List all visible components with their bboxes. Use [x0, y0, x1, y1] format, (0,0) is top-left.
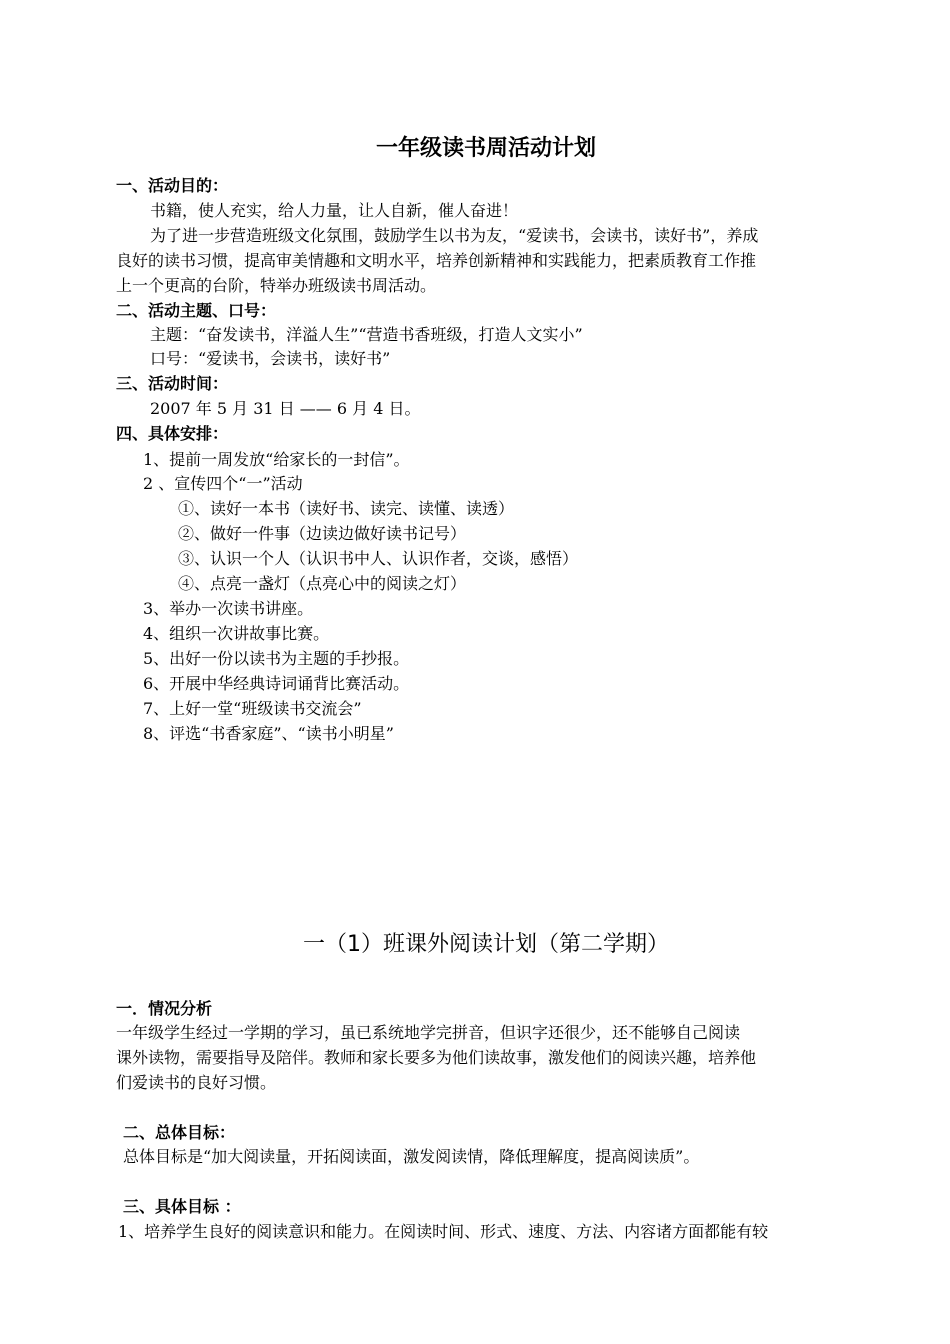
plan1-sublist-item: ②、做好一件事（边读边做好读书记号） [178, 524, 467, 543]
plan1-sublist-item: ③、认识一个人（认识书中人、认识作者，交谈，感悟） [178, 549, 579, 568]
plan1-section1-para1: 书籍，使人充实，给人力量，让人自新，催人奋进！ [150, 201, 519, 220]
plan2-section1-heading: 一．情况分析 [116, 999, 213, 1018]
plan2-section2-text: 总体目标是“加大阅读量，开拓阅读面，激发阅读情，降低理解度，提高阅读质”。 [123, 1147, 700, 1166]
plan1-title: 一年级读书周活动计划 [375, 136, 596, 161]
plan2-section3-heading: 三、具体目标 ： [123, 1197, 241, 1216]
plan1-list-item: 6、开展中华经典诗词诵背比赛活动。 [143, 674, 410, 693]
plan2-section1-line3: 们爱读书的良好习惯。 [116, 1073, 277, 1092]
plan1-section1-para2-line2: 良好的读书习惯，提高审美情趣和文明水平，培养创新精神和实践能力，把素质教育工作推 [116, 251, 757, 270]
plan1-section2-slogan: 口号：“爱读书，会读书，读好书” [150, 349, 391, 368]
plan1-list-item: 7、上好一堂“班级读书交流会” [143, 699, 362, 718]
plan1-section1-para2-line1: 为了进一步营造班级文化氛围，鼓励学生以书为友，“爱读书，会读书，读好书”，养成 [150, 226, 759, 245]
plan1-section2-heading: 二、活动主题、口号： [116, 301, 277, 320]
plan1-list-item: 4、组织一次讲故事比赛。 [143, 624, 330, 643]
plan2-section2-heading: 二、总体目标： [123, 1123, 236, 1142]
plan2-section1-line1: 一年级学生经过一学期的学习，虽已系统地学完拼音，但识字还很少，还不能够自己阅读 [116, 1023, 741, 1042]
plan2-section1-line2: 课外读物，需要指导及陪伴。教师和家长要多为他们读故事，激发他们的阅读兴趣，培养他 [116, 1048, 757, 1067]
plan1-list-item: 5、出好一份以读书为主题的手抄报。 [143, 649, 410, 668]
plan1-sublist-item: ①、读好一本书（读好书、读完、读懂、读透） [178, 499, 515, 518]
plan1-list-item: 8、评选“书香家庭”、“读书小明星” [143, 724, 394, 743]
plan1-sublist-item: ④、点亮一盏灯（点亮心中的阅读之灯） [178, 574, 467, 593]
plan1-section2-theme: 主题：“奋发读书，洋溢人生”“营造书香班级，打造人文实小” [150, 325, 583, 344]
plan1-list-item: 3、举办一次读书讲座。 [143, 599, 314, 618]
plan1-list-item: 2 、宣传四个“一”活动 [143, 474, 303, 493]
plan1-section1-heading: 一、活动目的： [116, 176, 229, 195]
plan1-list-item: 1、提前一周发放“给家长的一封信”。 [143, 450, 410, 469]
plan1-section3-heading: 三、活动时间： [116, 374, 229, 393]
plan2-section3-line1: 1、培养学生良好的阅读意识和能力。在阅读时间、形式、速度、方法、内容诸方面都能有较 [118, 1222, 769, 1241]
plan2-title: 一（1）班课外阅读计划（第二学期） [303, 932, 669, 957]
plan1-section3-time: 2007 年 5 月 31 日 —— 6 月 4 日。 [150, 399, 421, 418]
plan1-section4-heading: 四、具体安排： [116, 424, 229, 443]
plan1-section1-para2-line3: 上一个更高的台阶，特举办班级读书周活动。 [116, 276, 437, 295]
